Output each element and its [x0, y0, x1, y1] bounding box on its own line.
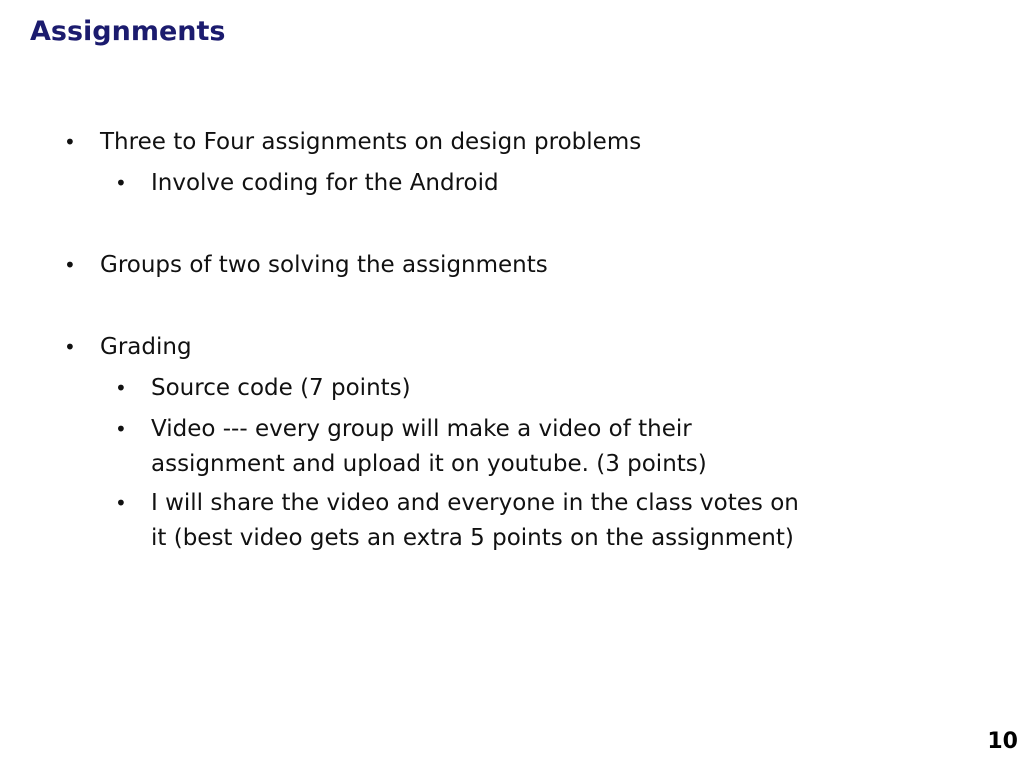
sub-bullet-video — [115, 412, 881, 482]
bullet-dot-icon: • — [115, 491, 127, 515]
bullet-groups — [64, 248, 548, 283]
bullet-dot-icon: • — [64, 130, 76, 154]
sub-bullet-voting — [115, 486, 881, 556]
bullet-text-line: it (best video gets an extra 5 points on the assignment) — [151, 525, 794, 551]
bullet-text: Groups of two solving the assignments — [100, 252, 548, 278]
bullet-text-line: Video --- every group will make a video of their — [151, 416, 692, 442]
bullet-grading — [64, 330, 192, 365]
bullet-dot-icon: • — [64, 253, 76, 277]
page-number: 10 — [987, 729, 1018, 754]
bullet-text: Source code (7 points) — [151, 375, 411, 401]
sub-bullet-source-code — [115, 371, 881, 406]
slide-title: Assignments — [30, 16, 226, 47]
bullet-text: Grading — [100, 334, 192, 360]
bullet-dot-icon: • — [115, 376, 127, 400]
bullet-dot-icon: • — [115, 417, 127, 441]
sub-bullet-android-coding — [115, 166, 881, 201]
bullet-text-line: I will share the video and everyone in the class votes on — [151, 490, 799, 516]
bullet-text: Involve coding for the Android — [151, 170, 499, 196]
bullet-text: Three to Four assignments on design problems — [100, 129, 642, 155]
bullet-text-line: assignment and upload it on youtube. (3 points) — [151, 451, 707, 477]
bullet-dot-icon: • — [64, 335, 76, 359]
bullet-assignments-count — [64, 125, 642, 160]
bullet-dot-icon: • — [115, 171, 127, 195]
